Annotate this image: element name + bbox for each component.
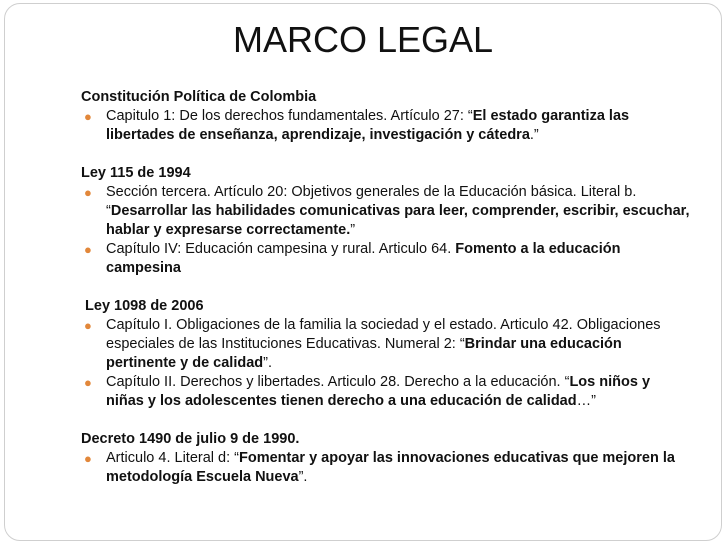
bullet-emphasis: Brindar una educación pertinente y de calidad (106, 336, 622, 371)
bullet-text: Capítulo II. Derechos y libertades. Articulo 28. Derecho a la educación. “ (106, 374, 570, 390)
bullet-emphasis: Desarrollar las habilidades comunicativas para leer, comprender, escribir, escuchar, hablar y expresarse correctamente. (106, 203, 690, 238)
bullet-text: Articulo 4. Literal d: “ (106, 450, 239, 466)
slide-title: MARCO LEGAL (232, 19, 494, 60)
section-constitucion (81, 88, 691, 145)
bullet-dot-icon: ● (84, 242, 92, 257)
bullet-dot-icon: ● (84, 451, 92, 466)
section-heading: Decreto 1490 de julio 9 de 1990. (81, 431, 300, 447)
bullet-item (81, 240, 691, 278)
bullet-item (81, 449, 691, 487)
section-heading: Ley 1098 de 2006 (81, 298, 204, 314)
bullet-emphasis: Los niños y niñas y los adolescentes tienen derecho a una educación de calidad (106, 374, 651, 409)
bullet-item (81, 107, 691, 145)
section-heading: Constitución Política de Colombia (81, 89, 317, 105)
bullet-tail: …” (576, 393, 596, 409)
section-decreto-1490 (81, 430, 691, 487)
bullet-dot-icon: ● (84, 185, 92, 200)
bullet-tail: ”. (263, 355, 272, 371)
bullet-tail: ”. (298, 469, 308, 485)
bullet-dot-icon: ● (84, 318, 92, 333)
bullet-item (81, 316, 691, 373)
bullet-item (81, 183, 691, 240)
bullet-dot-icon: ● (84, 109, 92, 124)
bullet-text: Sección tercera. Artículo 20: Objetivos generales de la Educación básica. Literal b. “ (106, 184, 637, 219)
section-ley-1098 (81, 297, 691, 411)
slide (4, 3, 722, 541)
section-heading: Ley 115 de 1994 (81, 165, 191, 181)
bullet-text: Capitulo 1: De los derechos fundamentales. Artículo 27: “ (106, 108, 473, 124)
bullet-text: Capítulo IV: Educación campesina y rural. Articulo 64. (106, 241, 456, 257)
bullet-tail: .” (529, 127, 539, 143)
bullet-dot-icon: ● (84, 375, 92, 390)
bullet-tail: ” (350, 222, 356, 238)
bullet-text: Capítulo I. Obligaciones de la familia la sociedad y el estado. Articulo 42. Obligaciones especiales de las Instituciones Educativas. Numeral 2: “ (106, 317, 661, 352)
section-ley-115 (81, 164, 691, 278)
bullet-emphasis: Fomentar y apoyar las innovaciones educativas que mejoren la metodología Escuela Nueva (106, 450, 675, 485)
slide-content (81, 88, 691, 487)
bullet-emphasis: Fomento a la educación campesina (106, 241, 621, 276)
bullet-item (81, 373, 691, 411)
bullet-emphasis: El estado garantiza las libertades de enseñanza, aprendizaje, investigación y cátedra (106, 108, 630, 143)
